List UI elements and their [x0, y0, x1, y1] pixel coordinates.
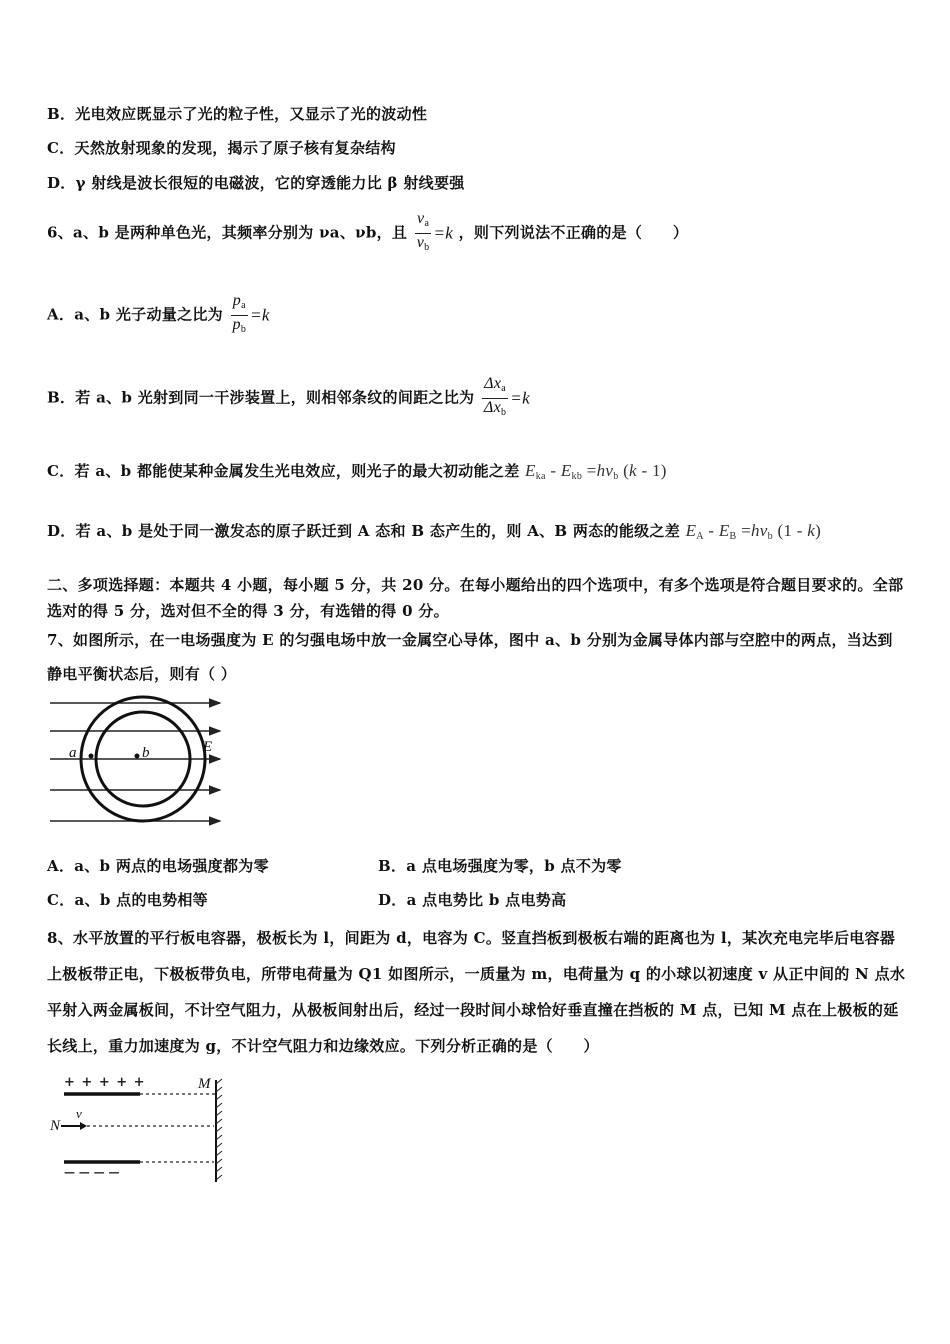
- label-M: M: [198, 1076, 211, 1092]
- plus-charges: + + + + +: [64, 1075, 146, 1090]
- label-E: E: [203, 739, 213, 755]
- q7-figure: [45, 695, 230, 830]
- label-a: a: [69, 745, 77, 761]
- q6-option-a: A．a、b 光子动量之比为 $\frac{p_a}{p_b}$ =k: [47, 292, 270, 339]
- q6-option-d-text: D．若 a、b 是处于同一激发态的原子跃迁到 A 态和 B 态产生的，则 A、B 两态的能级之差: [47, 522, 681, 540]
- energy-level-formula: $E_A - E_B =h\nu_b$ (1 - k): [685, 521, 822, 542]
- minus-charges: — — — —: [64, 1166, 120, 1179]
- q6-option-a-text: A．a、b 光子动量之比为: [47, 305, 223, 324]
- arrow-icon: [80, 1122, 87, 1130]
- point-a: [89, 754, 94, 759]
- label-v: v: [76, 1106, 82, 1121]
- point-b: [135, 754, 140, 759]
- q5-option-d: D．γ 射线是波长很短的电磁波，它的穿透能力比 β 射线要强: [47, 174, 465, 192]
- label-b: b: [142, 745, 150, 761]
- q7-option-d: D．a 点电势比 b 点电势高: [378, 891, 567, 909]
- q6-option-d: [47, 520, 821, 542]
- q7-option-c: C．a、b 点的电势相等: [47, 891, 208, 909]
- q7-stem: 7、如图所示，在一电场强度为 E 的匀强电场中放一金属空心导体，图中 a、b 分别为金属导体内部与空腔中的两点，当达到静电平衡状态后，则有（ ）: [47, 631, 893, 683]
- q7-option-a: A．a、b 两点的电场强度都为零: [47, 857, 269, 875]
- q6-eq-k: =k: [433, 223, 454, 243]
- kinetic-energy-formula: $E_{ka} - E_{kb} =h\nu_b$ (k - 1): [525, 461, 667, 482]
- q6-stem: [47, 210, 688, 257]
- freq-ratio-formula: $\frac{\nu_a}{\nu_b}$: [416, 210, 430, 253]
- q6-option-b: B．若 a、b 光射到同一干涉装置上，则相邻条纹的间距之比为 $\frac{\Delta x_a}{\Delta x_b}$ =k: [47, 375, 530, 422]
- q8-figure: [48, 1072, 238, 1187]
- q6-option-c: [47, 460, 667, 482]
- q7-option-b: B．a 点电场强度为零，b 点不为零: [378, 857, 622, 875]
- q6-option-c-text: C．若 a、b 都能使某种金属发生光电效应，则光子的最大初动能之差: [47, 462, 520, 480]
- q6-option-b-text: B．若 a、b 光射到同一干涉装置上，则相邻条纹的间距之比为: [47, 388, 475, 407]
- q6-stem-pre: 6、a、b 是两种单色光，其频率分别为 νa、νb，且: [47, 223, 408, 242]
- fringe-ratio-formula: $\frac{\Delta x_a}{\Delta x_b}$: [483, 375, 507, 418]
- q5-option-c: C．天然放射现象的发现，揭示了原子核有复杂结构: [47, 139, 396, 157]
- q5-option-b: B．光电效应既显示了光的粒子性，又显示了光的波动性: [47, 105, 428, 123]
- section2-heading: 二、多项选择题：本题共 4 小题，每小题 5 分，共 20 分。在每小题给出的四个选项中，有多个选项是符合题目要求的。全部选对的得 5 分，选对但不全的得 3 分，有选错的得 0 分。: [47, 576, 904, 620]
- q6-stem-post: ，则下列说法不正确的是（ ）: [458, 223, 689, 242]
- momentum-ratio-formula: $\frac{p_a}{p_b}$: [232, 292, 247, 335]
- label-N: N: [50, 1118, 61, 1134]
- q8-stem: 8、水平放置的平行板电容器，极板长为 l，间距为 d，电容为 C。竖直挡板到极板右端的距离也为 l，某次充电完毕后电容器上极板带正电，下极板带负电，所带电荷量为 Q1 如图所示，一质量为 m，电荷量为 q 的小球以初速度 v 从正中间的 N 点水平射入两金属板间，不计空气阻力，从极板间射出后，经过一段时间小球恰好垂直撞在挡板的 M 点，已知 M 点在上极板的延长线上，重力加速度为 g，不计空气阻力和边缘效应。下列分析正确的是（ ）: [47, 929, 906, 1055]
